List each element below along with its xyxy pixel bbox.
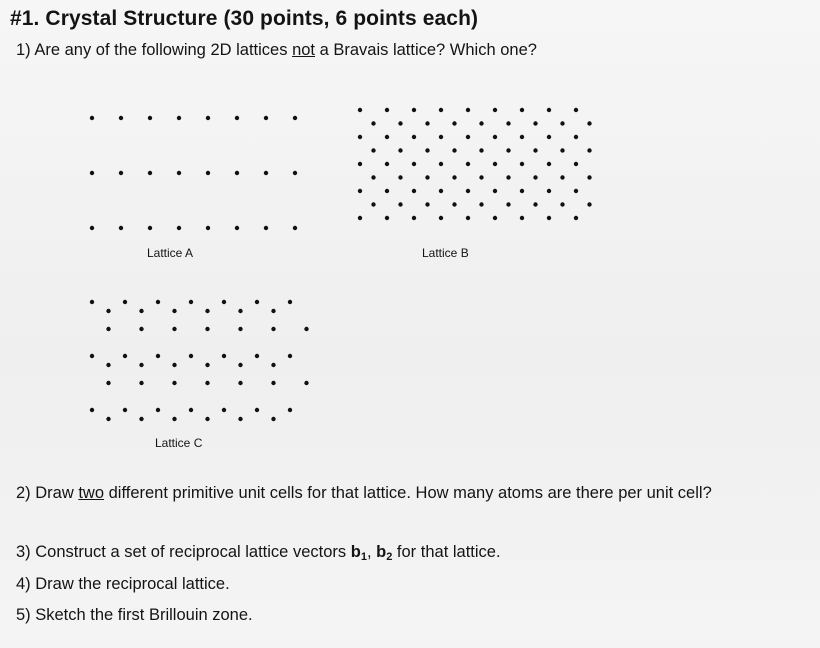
lattice-b-point xyxy=(547,162,551,166)
question-2: 2) Draw two different primitive unit cells for that lattice. How many atoms are there per unit cell? xyxy=(16,484,712,502)
lattice-a-point xyxy=(235,171,239,175)
lattice-c-point xyxy=(189,354,193,358)
lattice-b-point xyxy=(398,148,402,152)
lattice-a-label: Lattice A xyxy=(147,246,194,260)
lattice-b-point xyxy=(385,162,389,166)
lattice-b-point xyxy=(358,162,362,166)
lattice-b-point xyxy=(358,189,362,193)
lattice-b-point xyxy=(560,202,564,206)
lattice-a-point xyxy=(90,226,94,230)
lattice-a-point xyxy=(293,116,297,120)
lattice-a-point xyxy=(206,226,210,230)
lattice-b-point xyxy=(385,135,389,139)
lattice-c-point xyxy=(172,327,176,331)
lattice-c-point xyxy=(238,309,242,313)
lattice-b-point xyxy=(466,135,470,139)
lattice-b-point xyxy=(479,175,483,179)
lattice-b-point xyxy=(466,189,470,193)
lattice-c-point xyxy=(288,300,292,304)
lattice-b-point xyxy=(385,108,389,112)
lattice-a-point xyxy=(293,226,297,230)
lattice-c-point xyxy=(271,309,275,313)
question-3: 3) Construct a set of reciprocal lattice vectors $b_1$, $b_2$ for that lattice. xyxy=(16,543,501,563)
lattice-c-point xyxy=(288,354,292,358)
lattice-c-point xyxy=(90,300,94,304)
lattice-b-point xyxy=(371,175,375,179)
lattice-c-point xyxy=(139,363,143,367)
lattice-a-point xyxy=(148,116,152,120)
emphasis-not: not xyxy=(292,41,315,59)
lattice-c-point xyxy=(189,300,193,304)
lattice-c-figure xyxy=(80,290,320,425)
lattice-c-point xyxy=(139,309,143,313)
lattice-b-point xyxy=(398,121,402,125)
lattice-b-point xyxy=(560,121,564,125)
lattice-c-point xyxy=(205,309,209,313)
lattice-b-point xyxy=(587,148,591,152)
lattice-b-point xyxy=(439,216,443,220)
lattice-b-point xyxy=(371,148,375,152)
lattice-b-point xyxy=(493,189,497,193)
lattice-b-point xyxy=(412,189,416,193)
lattice-a-point xyxy=(119,116,123,120)
lattice-b-label: Lattice B xyxy=(422,246,469,260)
lattice-c-point xyxy=(205,363,209,367)
lattice-c-point xyxy=(238,327,242,331)
question-4: 4) Draw the reciprocal lattice. xyxy=(16,575,230,593)
lattice-b-point xyxy=(358,216,362,220)
lattice-b-point xyxy=(439,108,443,112)
lattice-b-dots xyxy=(350,100,600,230)
lattice-b-point xyxy=(398,202,402,206)
lattice-c-point xyxy=(90,408,94,412)
lattice-c-point xyxy=(90,354,94,358)
lattice-a-point xyxy=(264,226,268,230)
lattice-c-point xyxy=(189,408,193,412)
lattice-a-point xyxy=(90,116,94,120)
lattice-b-point xyxy=(574,216,578,220)
lattice-a-point xyxy=(148,171,152,175)
lattice-b-point xyxy=(358,135,362,139)
lattice-c-point xyxy=(106,381,110,385)
lattice-c-point xyxy=(172,417,176,421)
lattice-c-point xyxy=(139,381,143,385)
lattice-b-point xyxy=(533,121,537,125)
lattice-c-point xyxy=(123,300,127,304)
lattice-b-point xyxy=(452,121,456,125)
vector-b2: $b_2$ xyxy=(376,543,393,563)
lattice-b-point xyxy=(574,108,578,112)
lattice-c-point xyxy=(271,417,275,421)
lattice-b-point xyxy=(520,135,524,139)
lattice-b-point xyxy=(547,108,551,112)
lattice-b-point xyxy=(479,148,483,152)
lattice-b-point xyxy=(560,148,564,152)
lattice-b-point xyxy=(587,202,591,206)
lattice-b-point xyxy=(358,108,362,112)
question-5: 5) Sketch the first Brillouin zone. xyxy=(16,606,253,624)
lattice-b-point xyxy=(385,216,389,220)
lattice-b-point xyxy=(493,216,497,220)
lattice-c-point xyxy=(156,408,160,412)
lattice-a-point xyxy=(177,171,181,175)
lattice-b-point xyxy=(587,121,591,125)
lattice-c-point xyxy=(222,354,226,358)
lattice-a-point xyxy=(90,171,94,175)
lattice-b-point xyxy=(520,162,524,166)
lattice-c-point xyxy=(238,381,242,385)
question-1: 1) Are any of the following 2D lattices not a Bravais lattice? Which one? xyxy=(16,41,537,59)
lattice-b-point xyxy=(452,175,456,179)
lattice-b-point xyxy=(412,162,416,166)
lattice-c-point xyxy=(255,300,259,304)
lattice-c-point xyxy=(156,354,160,358)
lattice-c-point xyxy=(205,381,209,385)
lattice-c-point xyxy=(255,354,259,358)
lattice-a-point xyxy=(206,116,210,120)
lattice-c-point xyxy=(222,408,226,412)
lattice-c-point xyxy=(106,309,110,313)
lattice-c-label: Lattice C xyxy=(155,436,203,450)
lattice-b-point xyxy=(533,202,537,206)
lattice-c-point xyxy=(222,300,226,304)
lattice-b-point xyxy=(466,162,470,166)
lattice-b-point xyxy=(506,202,510,206)
lattice-c-point xyxy=(106,417,110,421)
lattice-b-point xyxy=(574,135,578,139)
lattice-c-point xyxy=(255,408,259,412)
lattice-b-point xyxy=(547,216,551,220)
lattice-a-point xyxy=(177,116,181,120)
section-title: #1. Crystal Structure (30 points, 6 points each) xyxy=(10,7,479,30)
lattice-a-figure xyxy=(80,100,320,240)
lattice-c-point xyxy=(205,417,209,421)
lattice-b-point xyxy=(385,189,389,193)
lattice-c-point xyxy=(106,327,110,331)
lattice-b-point xyxy=(493,108,497,112)
lattice-b-point xyxy=(466,216,470,220)
lattice-a-point xyxy=(177,226,181,230)
lattice-b-point xyxy=(412,108,416,112)
lattice-b-point xyxy=(452,202,456,206)
lattice-c-point xyxy=(123,354,127,358)
lattice-b-point xyxy=(425,202,429,206)
lattice-b-point xyxy=(412,216,416,220)
lattice-b-point xyxy=(425,175,429,179)
lattice-b-point xyxy=(587,175,591,179)
lattice-c-point xyxy=(238,363,242,367)
lattice-c-point xyxy=(172,381,176,385)
lattice-c-point xyxy=(238,417,242,421)
lattice-b-point xyxy=(466,108,470,112)
lattice-c-point xyxy=(271,363,275,367)
lattice-b-point xyxy=(439,162,443,166)
lattice-b-point xyxy=(574,189,578,193)
lattice-b-point xyxy=(479,202,483,206)
lattice-b-point xyxy=(398,175,402,179)
lattice-a-point xyxy=(293,171,297,175)
lattice-b-figure xyxy=(350,100,600,230)
lattice-b-point xyxy=(533,175,537,179)
lattice-a-point xyxy=(264,171,268,175)
lattice-b-point xyxy=(452,148,456,152)
lattice-b-point xyxy=(506,148,510,152)
lattice-b-point xyxy=(425,148,429,152)
lattice-c-point xyxy=(304,327,308,331)
lattice-c-point xyxy=(123,408,127,412)
lattice-b-point xyxy=(439,189,443,193)
lattice-b-point xyxy=(547,135,551,139)
lattice-b-point xyxy=(371,121,375,125)
lattice-b-point xyxy=(533,148,537,152)
lattice-a-point xyxy=(235,226,239,230)
lattice-c-point xyxy=(271,327,275,331)
lattice-b-point xyxy=(412,135,416,139)
lattice-b-point xyxy=(425,121,429,125)
lattice-a-point xyxy=(235,116,239,120)
lattice-b-point xyxy=(506,175,510,179)
lattice-c-point xyxy=(139,327,143,331)
lattice-b-point xyxy=(547,189,551,193)
lattice-c-point xyxy=(172,309,176,313)
lattice-c-point xyxy=(156,300,160,304)
lattice-a-point xyxy=(148,226,152,230)
vector-b1: $b_1$ xyxy=(350,543,367,563)
lattice-c-point xyxy=(205,327,209,331)
lattice-b-point xyxy=(493,162,497,166)
lattice-a-point xyxy=(206,171,210,175)
lattice-a-point xyxy=(119,171,123,175)
emphasis-two: two xyxy=(78,484,105,502)
lattice-b-point xyxy=(479,121,483,125)
lattice-c-point xyxy=(288,408,292,412)
lattice-a-dots xyxy=(80,100,320,240)
lattice-a-point xyxy=(264,116,268,120)
lattice-c-point xyxy=(139,417,143,421)
lattice-c-point xyxy=(304,381,308,385)
lattice-a-point xyxy=(119,226,123,230)
lattice-c-point xyxy=(271,381,275,385)
lattice-b-point xyxy=(439,135,443,139)
lattice-b-point xyxy=(520,189,524,193)
lattice-b-point xyxy=(574,162,578,166)
lattice-b-point xyxy=(520,216,524,220)
lattice-c-dots xyxy=(80,290,320,425)
lattice-c-point xyxy=(172,363,176,367)
lattice-b-point xyxy=(493,135,497,139)
lattice-b-point xyxy=(520,108,524,112)
lattice-c-point xyxy=(106,363,110,367)
lattice-b-point xyxy=(371,202,375,206)
lattice-b-point xyxy=(506,121,510,125)
lattice-b-point xyxy=(560,175,564,179)
